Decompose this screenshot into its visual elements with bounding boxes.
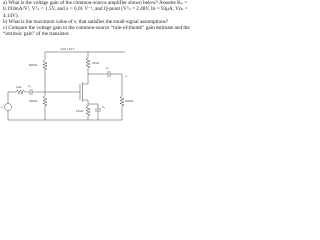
r-bottom-resistor [43,96,47,106]
r-input-label: 1 kΩ [16,86,22,89]
c3-label: C₃ [102,106,105,109]
question-part-a: a) What is the voltage gain of the common-source amplifier shown below? Assume Kₙ = 0.193mA/V², Vᵀₙ = 1.5V, and λ = 0.01 V⁻¹, and Q-point (Vᴳₛ = 2.48V, Iᴅ = 93μA, Vᴅₛ = 4.14V). [3,0,188,19]
r-top-resistor [43,60,47,70]
r-source-label: 13 kΩ [76,110,83,113]
vo-label: vₒ [125,75,128,78]
c1-label: C₁ [28,85,31,88]
r-source-resistor [86,106,90,116]
r-input-resistor [16,90,25,94]
r-load-resistor [120,96,124,106]
r-bottom-label: 390 kΩ [29,100,38,103]
circuit-diagram [0,0,200,137]
question-part-b: b) What is the maximum value of vᵢ that satisfies the small-signal assumptions? [3,18,168,25]
vdd-label: +Vᴅᴅ = 10 V [60,48,75,51]
c2-label: C₂ [106,67,109,70]
vi-source [5,104,12,111]
question-part-c: c) Compare the voltage gain to the common-source “rule-of-thumb” gain estimate and the “intrinsic gain” of the transistor. [3,25,190,38]
r-load-label: 100 kΩ [125,100,134,103]
r-top-label: 820 kΩ [29,64,38,67]
r-drain-resistor [86,58,90,68]
vi-label: vᵢ [1,106,3,109]
r-drain-label: 43 kΩ [92,62,99,65]
